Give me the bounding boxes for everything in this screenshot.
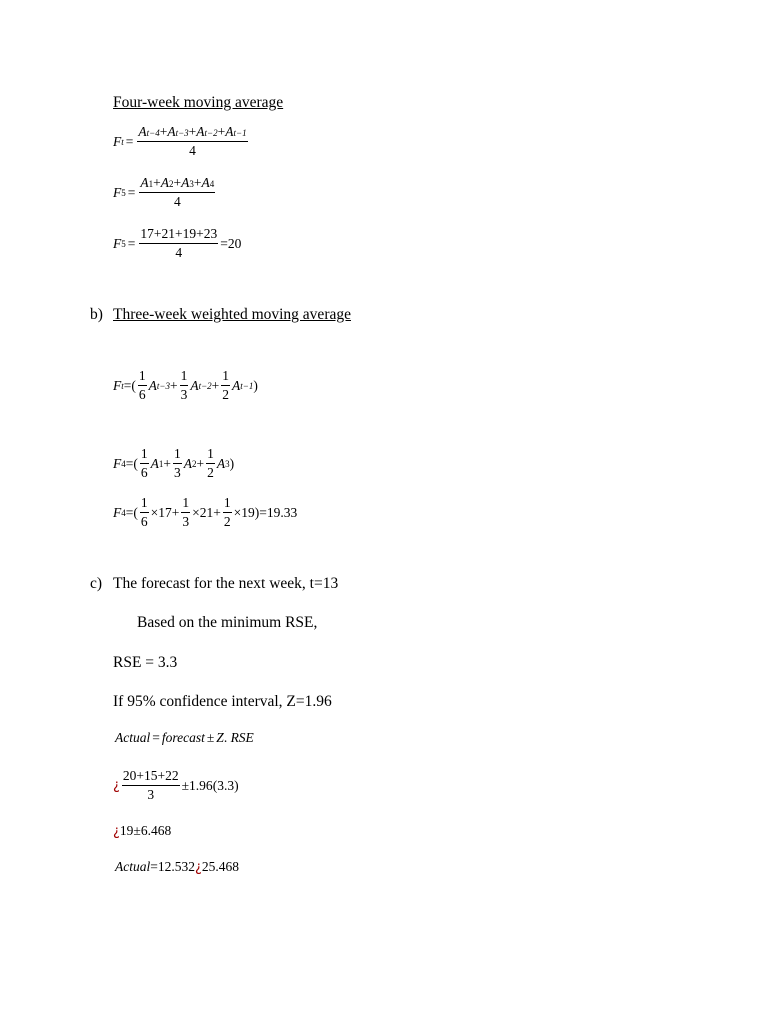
- formula-actual-symbolic: Actual = forecast ± Z . RSE: [115, 730, 254, 745]
- rse-intro-text: Based on the minimum RSE,: [137, 614, 318, 631]
- formula-f4-symbolic: F 4 =( $\frac{1}{6}$ A 1 + $\frac{1}{3}$ A 2 + $\frac{1}{2}$ A 3 ): [113, 446, 235, 480]
- section-c-label: c): [90, 575, 103, 592]
- confidence-interval-text: If 95% confidence interval, Z=1.96: [113, 693, 332, 710]
- section-b-label: b): [90, 306, 103, 323]
- formula-f5-symbolic: F 5 = A 1 + A 2 + A 3 + A 4 4: [113, 175, 215, 209]
- formula-f4-numeric: F 4 =( $\frac{1}{6}$ ×17+ $\frac{1}{3}$ ×21+ $\frac{1}{2}$ ×19 ) =19.33: [113, 495, 298, 529]
- formula-interval-result: ¿ 19±6.468: [113, 823, 172, 839]
- section-c-heading: The forecast for the next week, t=13: [113, 575, 339, 592]
- section-b-heading: Three-week weighted moving average: [113, 306, 351, 323]
- section-a-heading: Four-week moving average: [113, 94, 284, 111]
- formula-actual-numeric: ¿ $\frac{20+15+22}{3}$ ±1.96 ( 3.3 ): [113, 768, 239, 802]
- formula-ft-weighted: F t =( $\frac{1}{6}$ A t−3 + $\frac{1}{3}$ A t−2 + $\frac{1}{2}$ A t−1 ): [113, 368, 258, 402]
- formula-ft-four-week: F t = A t−4 + A t−3 + A t−2 + A t−1 4: [113, 124, 247, 158]
- formula-f5-numeric: F 5 = $\frac{17+21+19+23}{4}$ =20: [113, 226, 242, 260]
- formula-actual-range: Actual =12.532 ¿ 25.468: [115, 859, 240, 875]
- rse-value-text: RSE = 3.3: [113, 654, 178, 671]
